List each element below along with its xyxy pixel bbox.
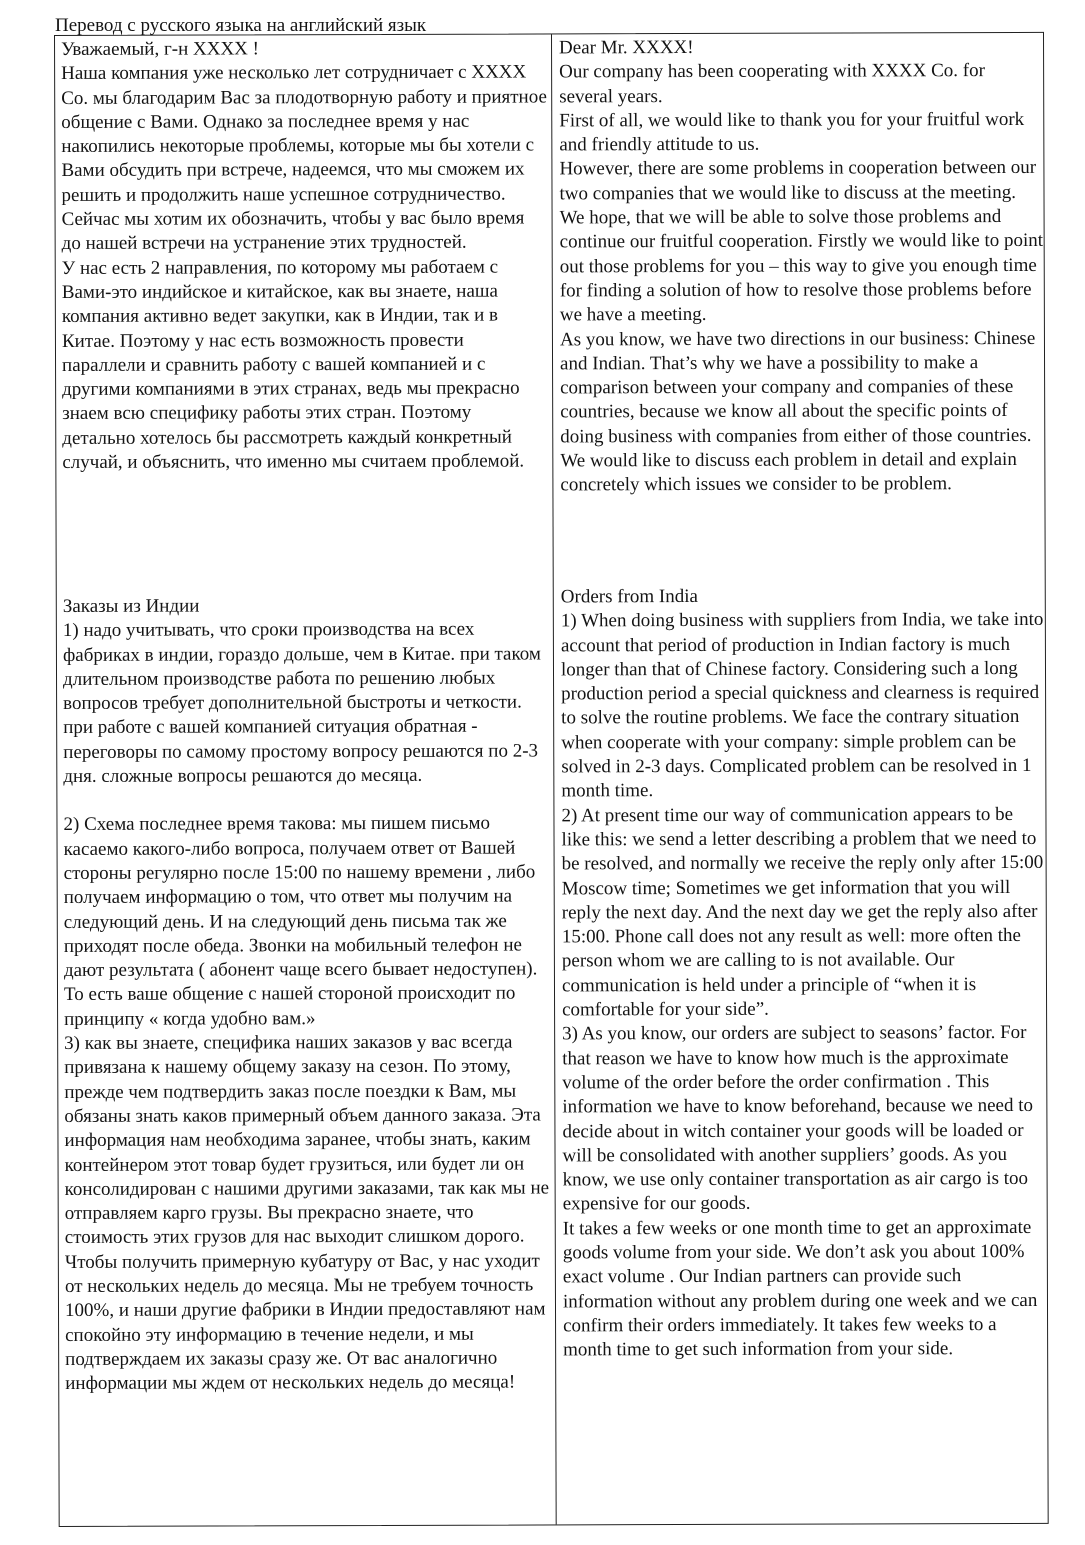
english-item-1: 1) When doing business with suppliers from India, we take into account that period of production in Indian factory is much longer than that of Chinese factory. Considering such a long production period a special quickness and clearness is required to solve the routine problems. We face the contrary situation when cooperate with your company: simple problem can be solved in 2-3 days. Complicated problem can be resolved in 1 month time. (560, 609, 1044, 802)
english-problems-paragraph: However, there are some problems in cooperation between our two companies that we would like to discuss at the meeting. We hope, that we will be able to solve those problems and continue our fruitful cooperation. Firstly we would like to point out those problems for you – this way to give you enough time for finding a solution of how to resolve those problems before we have a meeting. (559, 157, 1044, 326)
english-item-2: 2) At present time our way of communication appears to be like this: we send a letter describing a problem that we need to be resolved, and normally we receive the reply only after 15:00 Moscow time; Sometimes we get information that you will reply the next day. And the next day we get the reply also after 15:00. Phone call does not any result as well: more often the person whom we are calling to is not available. Our communication is held under a principle of “when it is comfortable for your side”. (561, 803, 1044, 1021)
english-column (559, 33, 1044, 1361)
english-intro-paragraph: Our company has been cooperating with XXXX Co. for several years. (559, 60, 985, 108)
russian-salutation: Уважаемый, г-н XXXX ! (61, 38, 259, 60)
russian-item-3: 3) как вы знаете, специфика наших заказов у вас всегда привязана к нашему общему заказу на сезон. По этому, прежде чем подтвердить заказ после поездки к Вам, мы обязаны знать каков примерный объем данного заказа. Эта информация нам необходима заранее, чтобы знать, каким контейнером этот товар будет грузиться, или будет ли он консолидирован с нашими другими заказами, так как мы не отправляем карго грузы. Вы прекрасно знаете, что стоимость этих грузов для нас выходит слишком дорого. Чтобы получить примерную кубатуру от Вас, у нас уходит от нескольких недель до месяца. Мы не требуем точность 100%, и наши другие фабрики в Индии предоставляют нам спокойно эту информацию в течение недели, и мы подтверждаем их заказы сразу же. От вас аналогично информации мы ждем от нескольких недель до месяца! (64, 1031, 550, 1395)
english-orders-heading: Orders from India (560, 585, 698, 608)
english-intro (559, 35, 1044, 498)
english-item-3-continued: It takes a few weeks or one month time to get an approximate goods volume from your side. We don’t ask you about 100% exact volume . Our Indian partners can provide such information without any problem during one week and we can confirm their orders immediately. It takes few weeks to a month time to get such information from your side. (562, 1216, 1038, 1361)
russian-item-2: 2) Схема последнее время такова: мы пишем письмо касаемо какого-либо вопроса, получаем ответ от Вашей стороны регулярно после 15:00 по нашему времени , либо получаем информацию о том, что ответ мы получим на следующий день. И на следующий день письма так же приходят после обеда. Звонки на мобильный телефон не дают результата ( абонент чаще всего бывает недоступен). То есть ваше общение с нашей стороной происходит по принципу « когда удобно вам.» (63, 813, 538, 1030)
russian-intro-paragraph: Наша компания уже несколько лет сотрудничает с XXXX Co. мы благодарим Вас за плодотворную работу и приятное общение с Вами. Однако за последнее время у нас накопились некоторые проблемы, которые мы бы хотели с Вами обсудить при встрече, надеемся, что мы сможем их решить и продолжить наше успешное сотрудничество. Сейчас мы хотим их обозначить, чтобы у вас было время до нашей встречи на устранение этих трудностей. (61, 61, 547, 255)
english-directions-paragraph: As you know, we have two directions in our business: Chinese and Indian. That’s why we have a possibility to make a comparison between your company and companies of these countries, because we know all about the specific points of doing business with companies from either of those countries. (559, 327, 1036, 448)
russian-column (61, 34, 550, 1395)
english-orders-section (561, 584, 1047, 1363)
russian-orders-section (63, 593, 552, 1396)
english-salutation: Dear Mr. XXXX! (559, 36, 694, 59)
document-title: Перевод с русского языка на английский язык (55, 15, 427, 36)
english-item-3: 3) As you know, our orders are subject to seasons’ factor. For that reason we have to know how much is the approximate volume of the order before the order confirmation . This information we have to know beforehand, because we need to decide about in witch container your goods will be loaded or will be consolidated with another suppliers’ goods. As you know, we use only container transportation as air cargo is too expensive for our goods. (562, 1022, 1034, 1215)
english-thanks-paragraph: First of all, we would like to thank you for your fruitful work and friendly attitude to us. (559, 108, 1025, 156)
english-discuss-paragraph: We would like to discuss each problem in detail and explain concretely which issues we consider to be problem. (560, 449, 1017, 496)
translation-table (54, 32, 1049, 1527)
russian-directions-paragraph: У нас есть 2 направления, по которому мы работаем с Вами-это индийское и китайское, как вы знаете, наша компания активно ведет закупки, как в Индии, так и в Китае. Поэтому у нас есть возможность провести параллели и сравнить работу с вашей компанией и с другими компаниями в этих странах, ведь мы прекрасно знаем всю специфику работы этих стран. Поэтому детально хотелось бы рассмотреть каждый конкретный случай, и объяснить, что именно мы считаем проблемой. (61, 256, 525, 474)
column-divider (551, 34, 557, 1524)
russian-orders-heading: Заказы из Индии (62, 595, 200, 617)
russian-intro (61, 36, 548, 475)
russian-item-1: 1) надо учитывать, что сроки производства на всех фабриках в индии, гораздо дольше, чем в Китае. при таком длительном производстве работа по решению любых вопросов требует дополнительной быстроты и четкости. при работе с вашей компанией ситуация обратная - переговоры по самому простому вопросу решаются по 2-3 дня. сложные вопросы решаются до месяца. (62, 618, 541, 788)
